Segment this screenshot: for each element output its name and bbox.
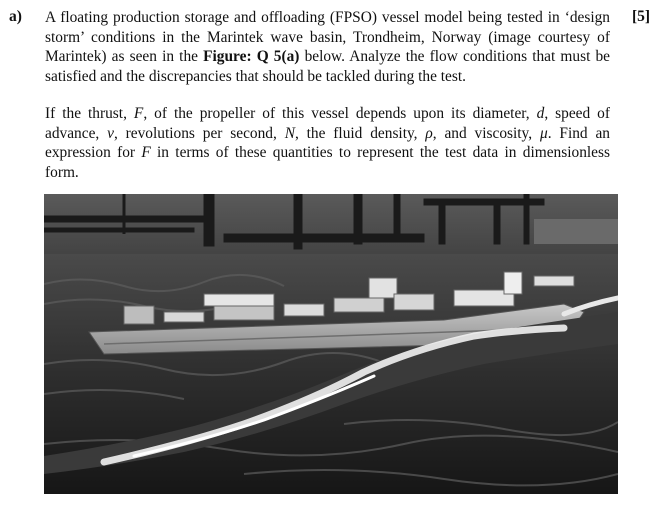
task-text: , revolutions per second,	[113, 124, 285, 142]
task-text: in terms of these quantities to represent the test data in dimensionless form.	[45, 144, 610, 181]
description-text-end: below. Analyze the flow conditions that must be satisfied and the discrepancies that should be tackled during the test.	[45, 48, 611, 85]
task-text: If the thrust,	[45, 105, 134, 122]
question-label: a)	[9, 8, 22, 25]
var-thrust: F	[133, 105, 144, 122]
marks-badge: [5]	[632, 8, 651, 25]
var-revolutions: N	[284, 124, 295, 142]
task-text: , the fluid density,	[294, 124, 426, 142]
task-text: . Find an expression for	[45, 124, 610, 161]
task-text: , speed of advance,	[45, 105, 610, 142]
figure-reference: Figure: Q 5(a)	[203, 48, 300, 65]
task-text: , of the propeller of this vessel depends upon its diameter,	[143, 105, 537, 122]
fpso-vessel-photo	[44, 194, 618, 494]
task-text: , and viscosity,	[432, 124, 540, 142]
photo-drawing	[44, 194, 618, 494]
var-thrust: F	[141, 144, 151, 161]
var-density: ρ	[425, 124, 433, 142]
var-speed: v	[107, 124, 114, 142]
basin-wall	[534, 219, 618, 244]
question-description	[45, 8, 610, 86]
var-diameter: d	[536, 105, 545, 122]
description-text-start: A floating production storage and offloading (FPSO) vessel model being tested in ‘design storm’ conditions in the Marintek wave basin, Trondheim, Norway (image courtesy of Marintek) as seen in the	[45, 9, 610, 65]
var-viscosity: μ	[539, 124, 548, 142]
question-task	[45, 104, 610, 182]
